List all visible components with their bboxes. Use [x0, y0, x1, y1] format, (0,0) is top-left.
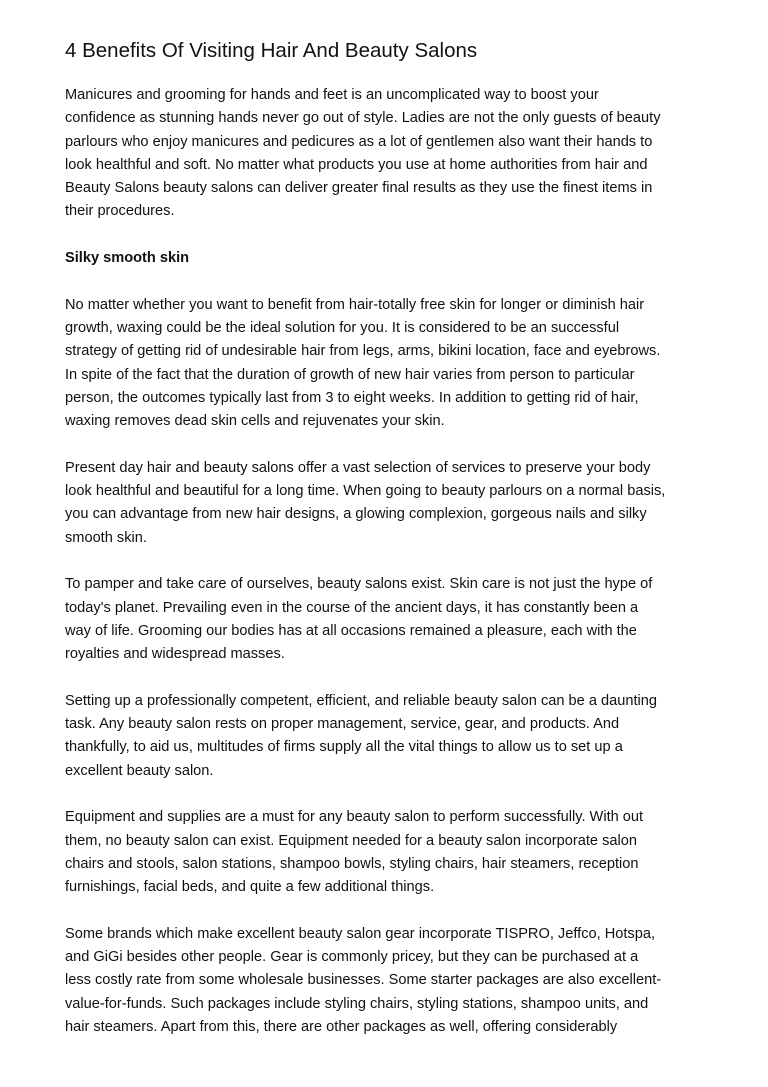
- intro-line: their procedures.: [65, 203, 175, 220]
- paragraph-line: waxing removes dead skin cells and rejuvenates your skin.: [65, 413, 445, 430]
- paragraph-services: [65, 457, 705, 550]
- paragraph-line: Present day hair and beauty salons offer a vast selection of services to preserve your body: [65, 459, 651, 476]
- paragraph-line: them, no beauty salon can exist. Equipment needed for a beauty salon incorporate salon: [65, 832, 637, 849]
- paragraph-line: way of life. Grooming our bodies has at all occasions remained a pleasure, each with the: [65, 622, 637, 639]
- paragraph-waxing: [65, 294, 705, 434]
- paragraph-line: smooth skin.: [65, 529, 147, 546]
- paragraph-line: furnishings, facial beds, and quite a few additional things.: [65, 879, 435, 896]
- paragraph-line: you can advantage from new hair designs, a glowing complexion, gorgeous nails and silky: [65, 506, 647, 523]
- intro-line: Manicures and grooming for hands and feet is an uncomplicated way to boost your: [65, 87, 599, 103]
- intro-line: confidence as stunning hands never go out of style. Ladies are not the only guests of beauty: [65, 110, 661, 127]
- paragraph-line: excellent beauty salon.: [65, 762, 214, 779]
- document-page: [65, 38, 705, 1062]
- paragraph-brands: [65, 923, 705, 1039]
- paragraph-line: task. Any beauty salon rests on proper management, service, gear, and products. And: [65, 716, 620, 733]
- paragraph-line: To pamper and take care of ourselves, beauty salons exist. Skin care is not just the hype of: [65, 576, 653, 593]
- paragraph-line: hair steamers. Apart from this, there are other packages as well, offering considerably: [65, 1018, 618, 1035]
- section-subheading: Silky smooth skin: [65, 250, 190, 267]
- paragraph-line: today's planet. Prevailing even in the course of the ancient days, it has constantly been a: [65, 599, 639, 616]
- paragraph-line: No matter whether you want to benefit from hair-totally free skin for longer or diminish hair: [65, 296, 645, 313]
- intro-line: Beauty Salons beauty salons can deliver greater final results as they use the finest items in: [65, 180, 653, 197]
- paragraph-pamper: [65, 573, 705, 666]
- intro-line: look healthful and soft. No matter what products you use at home authorities from hair and: [65, 156, 648, 173]
- paragraph-line: person, the outcomes typically last from 3 to eight weeks. In addition to getting rid of hair,: [65, 389, 639, 406]
- paragraph-line: chairs and stools, salon stations, shampoo bowls, styling chairs, hair steamers, reception: [65, 855, 639, 872]
- paragraph-line: Setting up a professionally competent, efficient, and reliable beauty salon can be a daunting: [65, 692, 657, 709]
- paragraph-line: thankfully, to aid us, multitudes of firms supply all the vital things to allow us to set up a: [65, 739, 623, 756]
- paragraph-line: strategy of getting rid of undesirable hair from legs, arms, bikini location, face and eyebrows.: [65, 343, 661, 360]
- paragraph-line: In spite of the fact that the duration of growth of new hair varies from person to particular: [65, 366, 635, 383]
- paragraph-line: Some brands which make excellent beauty salon gear incorporate TISPRO, Jeffco, Hotspa,: [65, 925, 656, 942]
- paragraph-line: look healthful and beautiful for a long time. When going to beauty parlours on a normal basis,: [65, 483, 666, 500]
- intro-line: parlours who enjoy manicures and pedicures as a lot of gentlemen also want their hands to: [65, 133, 653, 150]
- intro-paragraph: [65, 84, 705, 224]
- paragraph-equipment: [65, 806, 705, 899]
- document-title: 4 Benefits Of Visiting Hair And Beauty Salons: [65, 39, 478, 62]
- paragraph-line: Equipment and supplies are a must for any beauty salon to perform successfully. With out: [65, 809, 644, 826]
- paragraph-setup: [65, 690, 705, 783]
- paragraph-line: less costly rate from some wholesale businesses. Some starter packages are also excellent-: [65, 972, 662, 989]
- paragraph-line: growth, waxing could be the ideal solution for you. It is considered to be an successful: [65, 319, 620, 336]
- paragraph-line: and GiGi besides other people. Gear is commonly pricey, but they can be purchased at a: [65, 948, 639, 965]
- paragraph-line: royalties and widespread masses.: [65, 646, 285, 663]
- paragraph-line: value-for-funds. Such packages include styling chairs, styling stations, shampoo units, and: [65, 995, 649, 1012]
